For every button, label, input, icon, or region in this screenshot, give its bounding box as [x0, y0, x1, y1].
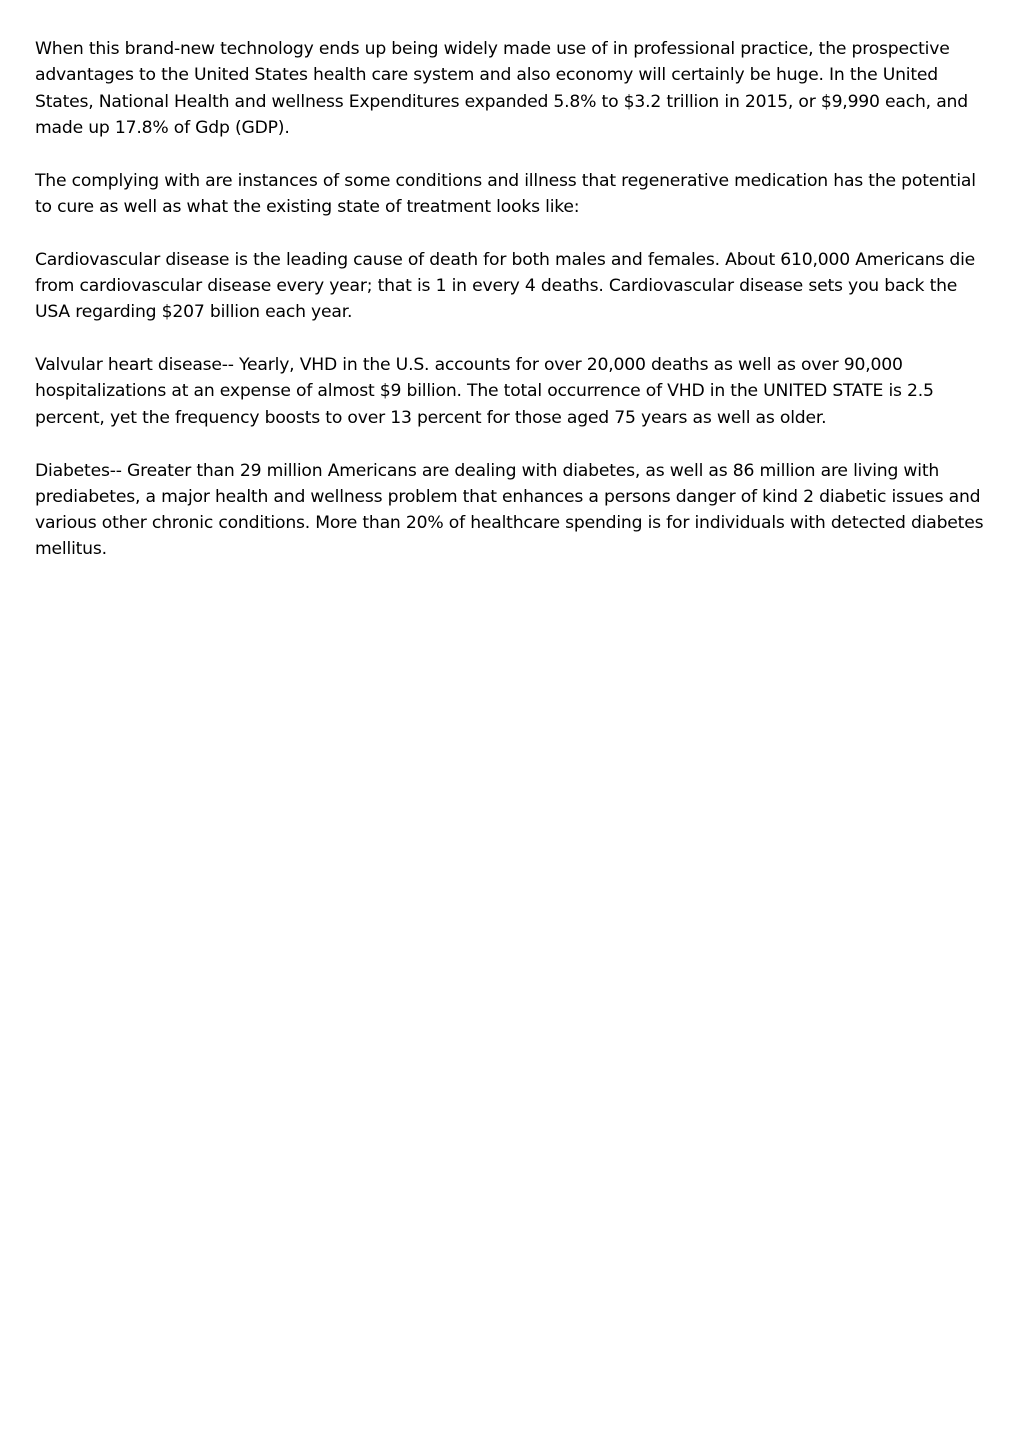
paragraph-conditions-intro: The complying with are instances of some conditions and illness that regenerative medication has the potential to cure as well as what the existing state of treatment looks like:	[35, 170, 976, 217]
paragraph-healthcare-economy: When this brand-new technology ends up being widely made use of in professional practice, the prospective advantages to the United States health care system and also economy will certainly be huge. In the United States, National Health and wellness Expenditures expanded 5.8% to $3.2 trillion in 2015, or $9,990 each, and made up 17.8% of Gdp (GDP).	[35, 39, 968, 138]
paragraph-diabetes: Diabetes-- Greater than 29 million Americans are dealing with diabetes, as well as 86 million are living with prediabetes, a major health and wellness problem that enhances a persons danger of kind 2 diabetic issues and various other chronic conditions. More than 20% of healthcare spending is for individuals with detected diabetes mellitus.	[35, 460, 984, 560]
paragraph-valvular-heart-disease: Valvular heart disease-- Yearly, VHD in the U.S. accounts for over 20,000 deaths as well as over 90,000 hospitalizations at an expense of almost $9 billion. The total occurrence of VHD in the UNITED STATE is 2.5 percent, yet the frequency boosts to over 13 percent for those aged 75 years as well as older.	[35, 355, 934, 428]
paragraph-cardiovascular-disease: Cardiovascular disease is the leading cause of death for both males and females. About 610,000 Americans die from cardiovascular disease every year; that is 1 in every 4 deaths. Cardiovascular disease sets you back the USA regarding $207 billion each year.	[35, 249, 976, 323]
document-body	[35, 36, 991, 589]
